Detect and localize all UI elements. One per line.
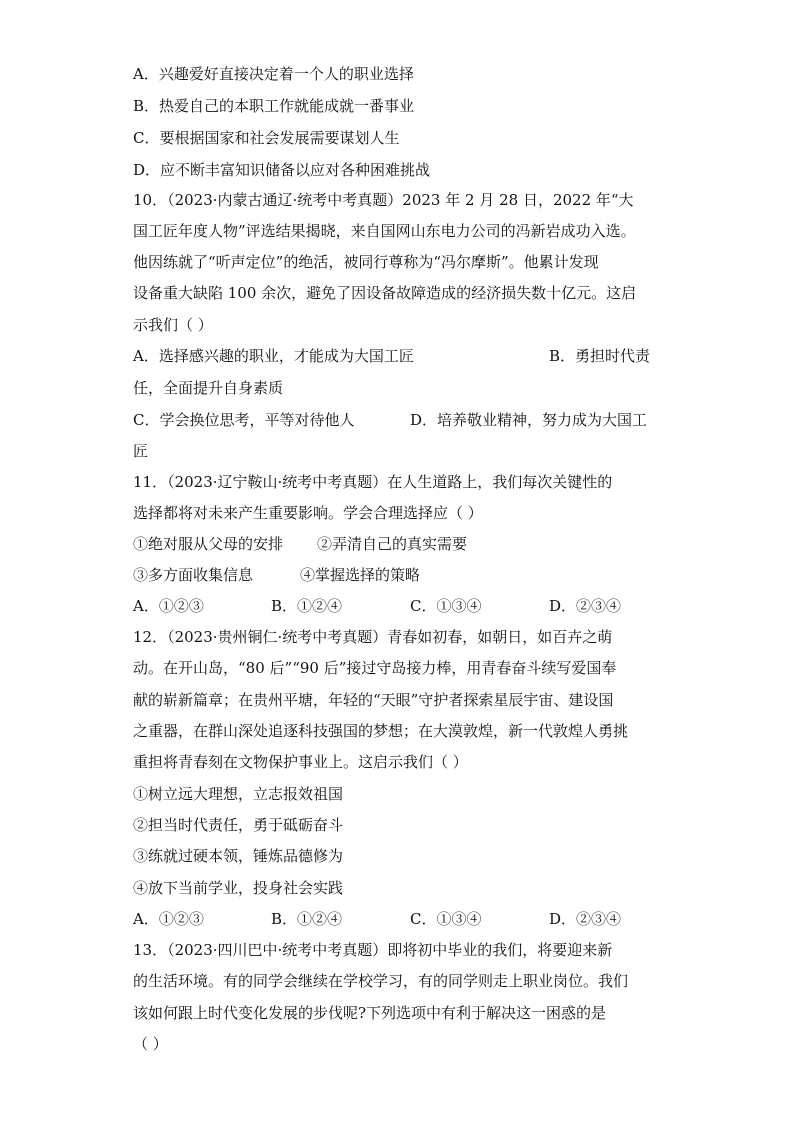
q12-item-3: ③练就过硬本领，锤炼品德修为 <box>133 847 344 865</box>
q11-item-3: ③多方面收集信息 <box>133 566 254 584</box>
q13-stem-line: 13．（2023·四川巴中·统考中考真题）即将初中毕业的我们，将要迎来新 <box>133 941 613 959</box>
q12-item-2: ②担当时代责任，勇于砥砺奋斗 <box>133 816 344 834</box>
q11-item-4: ④掌握选择的策略 <box>300 566 421 584</box>
q10-stem-line: 国工匠年度人物”评选结果揭晓，来自国网山东电力公司的冯新岩成功入选。 <box>133 222 636 240</box>
q9-option-a: A．兴趣爱好直接决定着一个人的职业选择 <box>133 65 414 83</box>
q12-choice-b: B．①②④ <box>271 910 343 928</box>
q11-stem-line: 11．（2023·辽宁鞍山·统考中考真题）在人生道路上，我们每次关键性的 <box>133 473 613 491</box>
q10-stem-line: 他因练就了“听声定位”的绝活，被同行尊称为“冯尔摩斯”。他累计发现 <box>133 253 599 271</box>
q13-stem-line: 该如何跟上时代变化发展的步伐呢?下列选项中有利于解决这一困惑的是 <box>133 1004 607 1022</box>
q9-option-c: C．要根据国家和社会发展需要谋划人生 <box>133 129 400 147</box>
q10-option-b-continued: 任，全面提升自身素质 <box>133 379 284 397</box>
q11-choice-d: D．②③④ <box>549 597 622 615</box>
q10-option-a: A．选择感兴趣的职业，才能成为大国工匠 <box>133 347 414 365</box>
q12-choice-c: C．①③④ <box>410 910 482 928</box>
q9-option-b: B．热爱自己的本职工作就能成就一番事业 <box>133 97 415 115</box>
q13-stem-line: 的生活环境。有的同学会继续在学校学习，有的同学则走上职业岗位。我们 <box>133 972 629 990</box>
q9-option-d: D．应不断丰富知识储备以应对各种困难挑战 <box>133 161 431 179</box>
q11-choice-c: C．①③④ <box>410 597 482 615</box>
q12-choice-d: D．②③④ <box>549 910 622 928</box>
q11-item-2: ②弄清自己的真实需要 <box>317 535 468 553</box>
q10-option-c: C．学会换位思考，平等对待他人 <box>133 411 355 429</box>
q10-option-b: B．勇担时代责 <box>549 347 651 365</box>
q12-stem-line: 献的崭新篇章；在贵州平塘，年轻的“天眼”守护者探索星辰宇宙、建设国 <box>133 691 614 709</box>
q12-item-1: ①树立远大理想，立志报效祖国 <box>133 785 344 803</box>
q12-stem-line: 重担将青春刻在文物保护事业上。这启示我们（ ） <box>133 753 468 771</box>
q11-stem-line: 选择都将对未来产生重要影响。学会合理选择应（ ） <box>133 504 483 522</box>
q10-option-d: D．培养敬业精神，努力成为大国工 <box>410 411 648 429</box>
q11-choice-a: A．①②③ <box>133 597 204 615</box>
q11-choice-b: B．①②④ <box>271 597 343 615</box>
q12-stem-line: 之重器，在群山深处追逐科技强国的梦想；在大漠敦煌，新一代敦煌人勇挑 <box>133 722 629 740</box>
q10-stem-line: 设备重大缺陷 100 余次，避免了因设备故障造成的经济损失数十亿元。这启 <box>133 284 637 302</box>
q10-stem-line: 示我们（ ） <box>133 316 213 334</box>
q11-item-1: ①绝对服从父母的安排 <box>133 535 284 553</box>
q13-stem-line: （ ） <box>133 1035 168 1053</box>
q10-stem-line: 10．（2023·内蒙古通辽·统考中考真题）2023 年 2 月 28 日，2022 年“大 <box>133 191 634 209</box>
q12-stem-line: 动。在开山岛，“80 后”“90 后”接过守岛接力棒，用青春奋斗续写爱国奉 <box>133 659 617 677</box>
q10-option-d-continued: 匠 <box>133 442 149 460</box>
q12-stem-line: 12．（2023·贵州铜仁·统考中考真题）青春如初春，如朝日，如百卉之萌 <box>133 628 613 646</box>
q12-choice-a: A．①②③ <box>133 910 204 928</box>
q12-item-4: ④放下当前学业，投身社会实践 <box>133 879 344 897</box>
